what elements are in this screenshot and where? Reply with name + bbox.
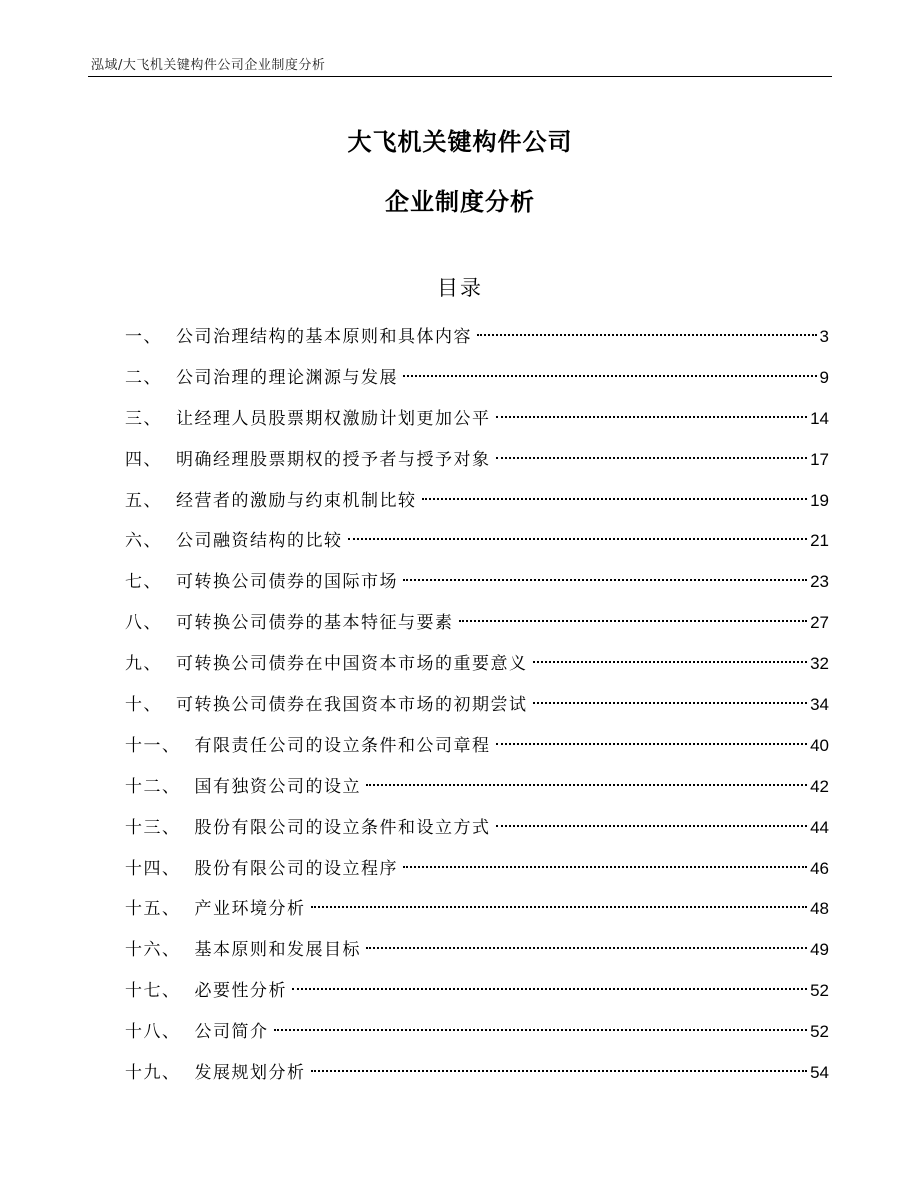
toc-entry[interactable]: [125, 445, 829, 486]
toc-entry-number: 十、: [125, 695, 162, 716]
toc-entry[interactable]: [125, 363, 829, 404]
toc-entry-title: 可转换公司债券的基本特征与要素: [176, 613, 454, 634]
toc-entry-title: 国有独资公司的设立: [194, 776, 361, 797]
toc-entry-number: 十五、: [125, 899, 181, 920]
toc-entry-number: 七、: [125, 572, 162, 593]
toc-entry-number: 十二、: [125, 776, 181, 797]
toc-entry-title: 公司治理结构的基本原则和具体内容: [176, 327, 472, 347]
toc-entry-title: 公司简介: [194, 1022, 269, 1043]
toc-dot-leader: [533, 702, 808, 704]
toc-entry[interactable]: [125, 935, 829, 976]
toc-entry-title: 股份有限公司的设立程序: [194, 858, 398, 879]
toc-entry-number: 十六、: [125, 940, 181, 961]
toc-entry[interactable]: [125, 772, 829, 813]
toc-dot-leader: [366, 947, 807, 949]
toc-entry-page: 21: [810, 531, 829, 551]
toc-dot-leader: [292, 988, 807, 990]
toc-entry[interactable]: [125, 608, 829, 649]
toc-dot-leader: [459, 620, 808, 622]
toc-dot-leader: [403, 866, 807, 868]
toc-dot-leader: [403, 579, 807, 581]
toc-dot-leader: [403, 375, 817, 377]
toc-entry[interactable]: [125, 976, 829, 1017]
toc-dot-leader: [348, 538, 808, 540]
toc-entry[interactable]: [125, 486, 829, 527]
toc-dot-leader: [311, 1070, 808, 1072]
toc-entry-page: 17: [810, 449, 829, 469]
toc-entry-page: 19: [810, 490, 829, 510]
toc-entry-page: 14: [810, 408, 829, 428]
toc-entry-number: 三、: [125, 408, 162, 429]
document-subtitle: 企业制度分析: [385, 188, 535, 216]
toc-dot-leader: [496, 416, 808, 418]
toc-entry-title: 公司融资结构的比较: [176, 531, 343, 552]
toc-entry-title: 发展规划分析: [194, 1063, 306, 1084]
toc-entry-title: 经营者的激励与约束机制比较: [176, 490, 417, 511]
toc-entry-title: 有限责任公司的设立条件和公司章程: [194, 735, 491, 756]
toc-entry[interactable]: [125, 894, 829, 935]
toc-entry-title: 可转换公司债券在我国资本市场的初期尝试: [176, 695, 528, 716]
toc-entry[interactable]: [125, 690, 829, 731]
toc-dot-leader: [311, 906, 808, 908]
toc-entry-page: 54: [810, 1063, 829, 1083]
toc-entry-number: 十七、: [125, 981, 181, 1002]
toc-entry-title: 股份有限公司的设立条件和设立方式: [194, 817, 491, 838]
toc-entry[interactable]: [125, 731, 829, 772]
toc-entry[interactable]: [125, 322, 829, 363]
toc-dot-leader: [496, 457, 808, 459]
toc-entry-page: 46: [810, 858, 829, 878]
toc-entry-number: 六、: [125, 531, 162, 552]
toc-entry[interactable]: [125, 404, 829, 445]
toc-entry-title: 可转换公司债券的国际市场: [176, 572, 398, 593]
toc-entry-page: 23: [810, 572, 829, 592]
toc-entry-page: 42: [810, 776, 829, 796]
toc-entry-title: 可转换公司债券在中国资本市场的重要意义: [176, 654, 528, 675]
toc-dot-leader: [496, 825, 808, 827]
table-of-contents: [125, 322, 829, 1099]
toc-entry-page: 52: [810, 981, 829, 1001]
toc-entry-page: 52: [810, 1022, 829, 1042]
toc-entry-page: 3: [819, 327, 829, 346]
toc-heading: 目录: [437, 276, 483, 300]
toc-entry-number: 二、: [125, 367, 162, 388]
toc-entry[interactable]: [125, 813, 829, 854]
toc-entry-title: 让经理人员股票期权激励计划更加公平: [176, 408, 491, 429]
header-rule: [88, 76, 832, 77]
running-header: 泓域/大飞机关键构件公司企业制度分析: [91, 58, 326, 73]
toc-entry-page: 48: [810, 899, 829, 919]
toc-dot-leader: [274, 1029, 808, 1031]
toc-entry-title: 明确经理股票期权的授予者与授予对象: [176, 449, 491, 470]
toc-entry[interactable]: [125, 649, 829, 690]
toc-entry-title: 公司治理的理论渊源与发展: [176, 367, 398, 388]
toc-entry-title: 产业环境分析: [194, 899, 306, 920]
toc-entry-page: 32: [810, 654, 829, 674]
toc-entry-page: 9: [819, 367, 829, 387]
toc-entry[interactable]: [125, 1017, 829, 1058]
toc-entry[interactable]: [125, 567, 829, 608]
toc-entry-number: 十九、: [125, 1063, 181, 1084]
toc-entry[interactable]: [125, 854, 829, 895]
toc-dot-leader: [422, 498, 808, 500]
toc-entry-number: 八、: [125, 613, 162, 634]
toc-entry-number: 十八、: [125, 1022, 181, 1043]
toc-entry-title: 基本原则和发展目标: [194, 940, 361, 961]
toc-entry-page: 34: [810, 695, 829, 715]
toc-entry-number: 九、: [125, 654, 162, 675]
toc-entry-number: 十四、: [125, 858, 181, 879]
toc-entry-number: 十三、: [125, 817, 181, 838]
toc-entry[interactable]: [125, 1058, 829, 1099]
toc-entry-page: 44: [810, 817, 829, 837]
toc-dot-leader: [533, 661, 808, 663]
toc-dot-leader: [366, 784, 807, 786]
toc-dot-leader: [496, 743, 808, 745]
toc-entry-number: 五、: [125, 490, 162, 511]
toc-entry-number: 一、: [125, 327, 162, 347]
toc-entry[interactable]: [125, 526, 829, 567]
toc-entry-number: 十一、: [125, 735, 181, 756]
toc-entry-number: 四、: [125, 449, 162, 470]
document-title: 大飞机关键构件公司: [347, 128, 573, 156]
toc-entry-page: 49: [810, 940, 829, 960]
toc-entry-title: 必要性分析: [194, 981, 287, 1002]
toc-entry-page: 27: [810, 613, 829, 633]
toc-dot-leader: [477, 334, 817, 336]
toc-entry-page: 40: [810, 735, 829, 755]
